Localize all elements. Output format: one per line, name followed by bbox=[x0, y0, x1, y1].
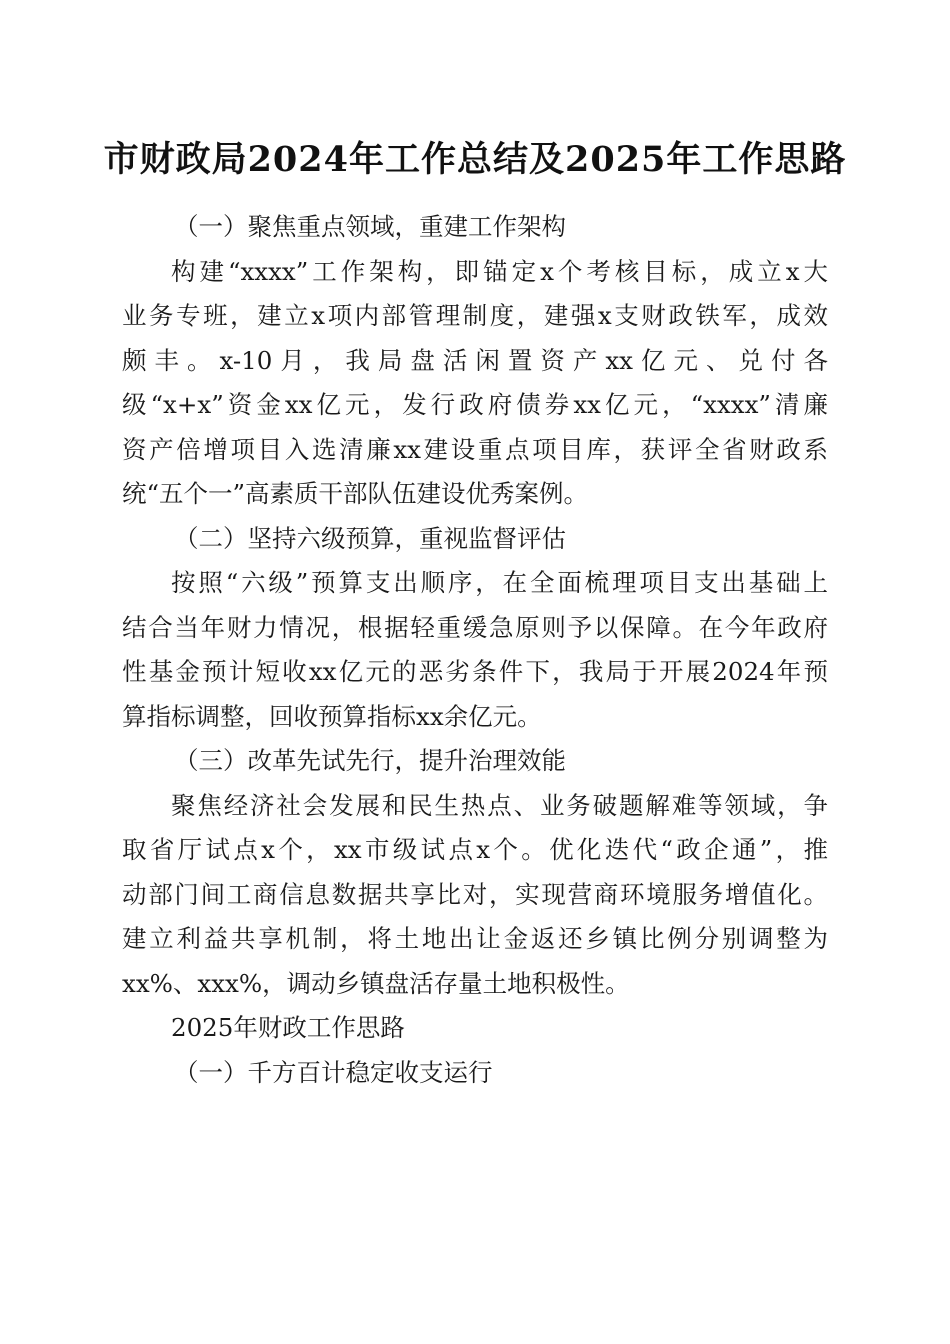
paragraph-line: 颇丰。x-10月，我局盘活闲置资产xx亿元、兑付各 bbox=[122, 345, 828, 375]
plan-2025-heading-1: （一）千方百计稳定收支运行 bbox=[174, 1057, 493, 1087]
paragraph-line: 建立利益共享机制，将土地出让金返还乡镇比例分别调整为 bbox=[122, 924, 828, 953]
section-heading-3: （三）改革先试先行，提升治理效能 bbox=[174, 746, 566, 775]
document-body bbox=[122, 205, 828, 1095]
paragraph-line: 级“x+x”资金xx亿元，发行政府债券xx亿元，“xxxx”清廉 bbox=[122, 390, 828, 419]
paragraph-line: xx%、xxx%，调动乡镇盘活存量土地积极性。 bbox=[122, 968, 630, 998]
paragraph-line: 统“五个一”高素质干部队伍建设优秀案例。 bbox=[122, 479, 589, 508]
paragraph-line: 业务专班，建立x项内部管理制度，建强x支财政铁军，成效 bbox=[122, 301, 828, 330]
plan-2025-subtitle: 2025年财政工作思路 bbox=[171, 1013, 405, 1042]
paragraph-line: 资产倍增项目入选清廉xx建设重点项目库，获评全省财政系 bbox=[122, 434, 828, 464]
document-title: 市财政局2024年工作总结及2025年工作思路 bbox=[103, 139, 847, 180]
section-heading-1: （一）聚焦重点领域，重建工作架构 bbox=[174, 212, 566, 241]
paragraph-line: 按照“六级”预算支出顺序，在全面梳理项目支出基础上 bbox=[171, 568, 828, 597]
section-paragraph-2 bbox=[122, 561, 828, 739]
paragraph-line: 聚焦经济社会发展和民生热点、业务破题解难等领域，争 bbox=[171, 790, 828, 820]
paragraph-line: 结合当年财力情况，根据轻重缓急原则予以保障。在今年政府 bbox=[122, 612, 828, 642]
paragraph-line: 动部门间工商信息数据共享比对，实现营商环境服务增值化。 bbox=[122, 879, 828, 909]
paragraph-line: 算指标调整，回收预算指标xx余亿元。 bbox=[122, 701, 542, 731]
paragraph-line: 性基金预计短收xx亿元的恶劣条件下，我局于开展2024年预 bbox=[122, 657, 828, 686]
paragraph-line: 取省厅试点x个，xx市级试点x个。优化迭代“政企通”，推 bbox=[122, 835, 828, 864]
paragraph-line: 构建“xxxx”工作架构，即锚定x个考核目标，成立x大 bbox=[171, 256, 828, 286]
section-paragraph-1 bbox=[122, 250, 828, 517]
section-heading-2: （二）坚持六级预算，重视监督评估 bbox=[174, 523, 566, 553]
section-paragraph-3 bbox=[122, 784, 828, 1007]
